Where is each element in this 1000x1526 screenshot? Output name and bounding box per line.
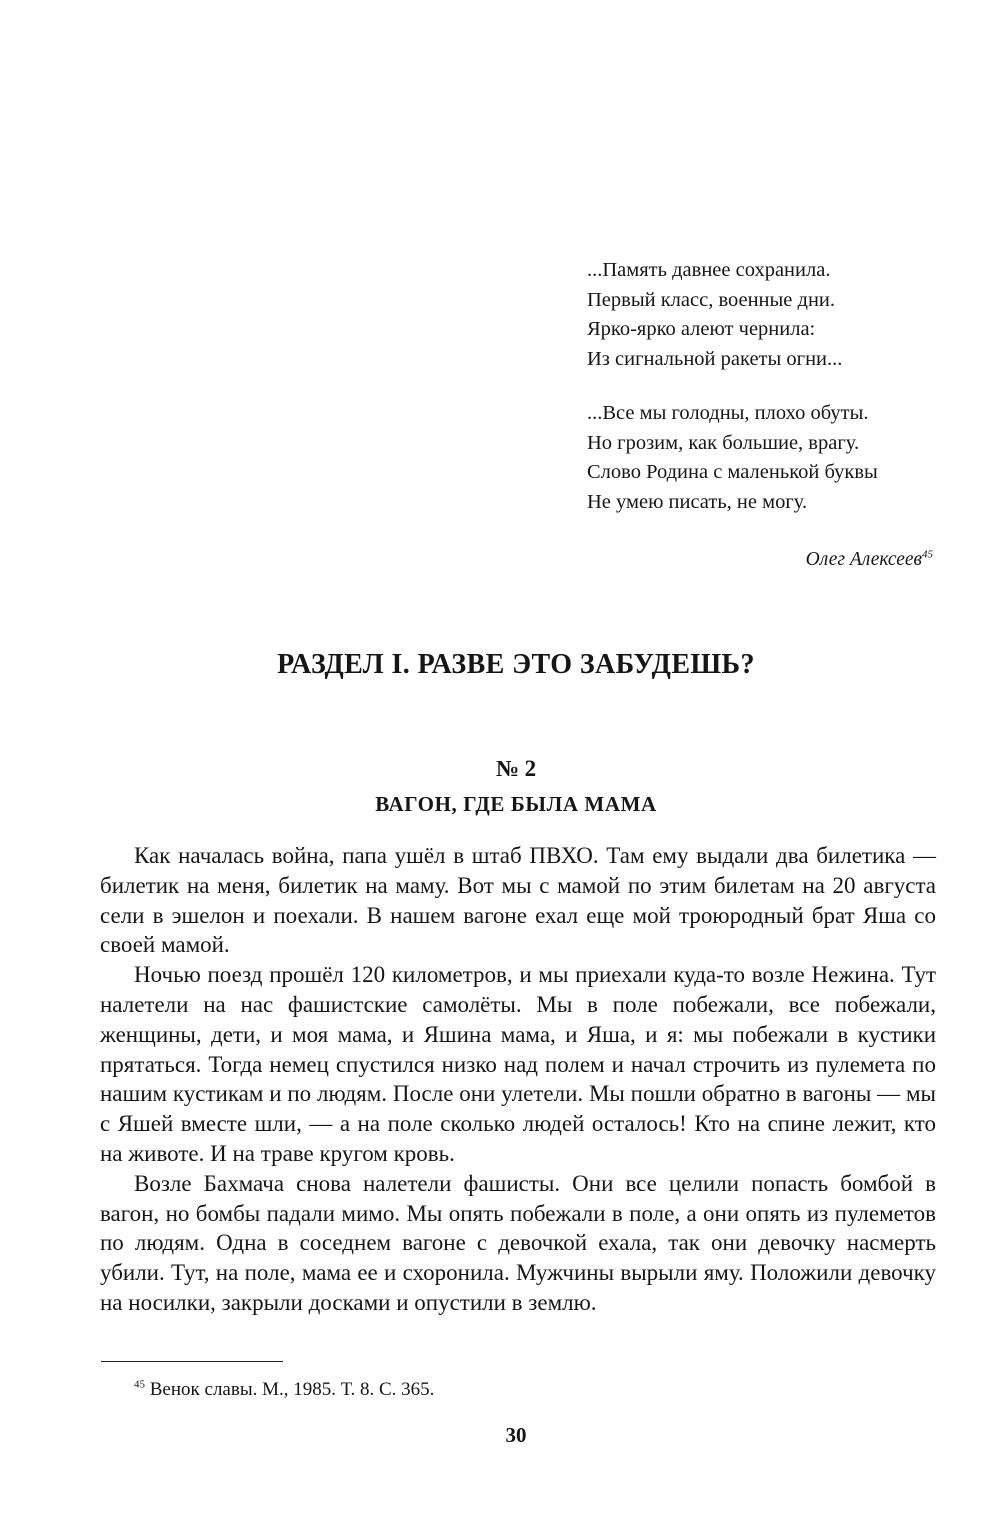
footnote-number: 45 [134,1378,145,1391]
section-title: РАЗДЕЛ I. РАЗВЕ ЭТО ЗАБУДЕШЬ? [277,649,755,680]
story-number: № 2 [495,756,537,781]
footnote-reference[interactable]: 45 [922,548,933,561]
body-paragraph: Как началась война, папа ушёл в штаб ПВХО. Там ему выдали два билетика — билетик на меня, билетик на маму. Вот мы с мамой по этим билетам на 20 августа сели в эшелон и поехали. В нашем вагоне ехал еще мой троюродный брат Яша со своей мамой. [100,843,936,958]
poem-line: Не умею писать, не могу. [587,490,808,513]
poem-line: Из сигнальной ракеты огни... [587,347,843,370]
footnote-divider [101,1361,283,1362]
epigraph-author: Олег Алексеев [805,549,922,570]
body-paragraph: Возле Бахмача снова налетели фашисты. Они все целили попасть бомбой в вагон, но бомбы падали мимо. Мы опять побежали в поле, а они опять из пулеметов по людям. Одна в соседнем вагоне с девочкой ехала, так они девочку насмерть убили. Тут, на поле, мама ее и схоронила. Мужчины вырыли яму. Положили девочку на носилки, закрыли досками и опустили в землю. [100,1170,936,1315]
poem-line: ...Все мы голодны, плохо обуты. [587,402,869,424]
poem-stanza-2 [587,399,947,517]
footnote [134,1378,834,1402]
poem-stanza-1 [587,256,947,374]
poem-line: Слово Родина с маленькой буквы [587,461,878,483]
poem-line: ...Память давнее сохранила. [587,259,831,281]
epigraph-poem [587,256,947,517]
epigraph-attribution [600,546,933,574]
poem-line: Ярко-ярко алеют чернила: [587,318,816,340]
page-number: 30 [505,1423,527,1447]
story-body [100,841,936,1318]
poem-line: Но грозим, как большие, врагу. [587,431,860,454]
poem-line: Первый класс, военные дни. [587,288,836,311]
story-title: ВАГОН, ГДЕ БЫЛА МАМА [375,792,657,816]
body-paragraph: Ночью поезд прошёл 120 километров, и мы приехали куда-то возле Нежина. Тут налетели на нас фашистские самолёты. Мы в поле побежали, все побежали, женщины, дети, и моя мама, и Яшина мама, и Яша, и я: мы побежали в кустики прятаться. Тогда немец спустился низко над полем и начал строчить из пулемета по нашим кустикам и по людям. После они улетели. Мы пошли обратно в вагоны — мы с Яшей вместе шли, — а на поле сколько людей осталось! Кто на спине лежит, кто на животе. И на траве кругом кровь. [100,962,936,1166]
footnote-text: Венок славы. М., 1985. Т. 8. С. 365. [149,1379,435,1400]
